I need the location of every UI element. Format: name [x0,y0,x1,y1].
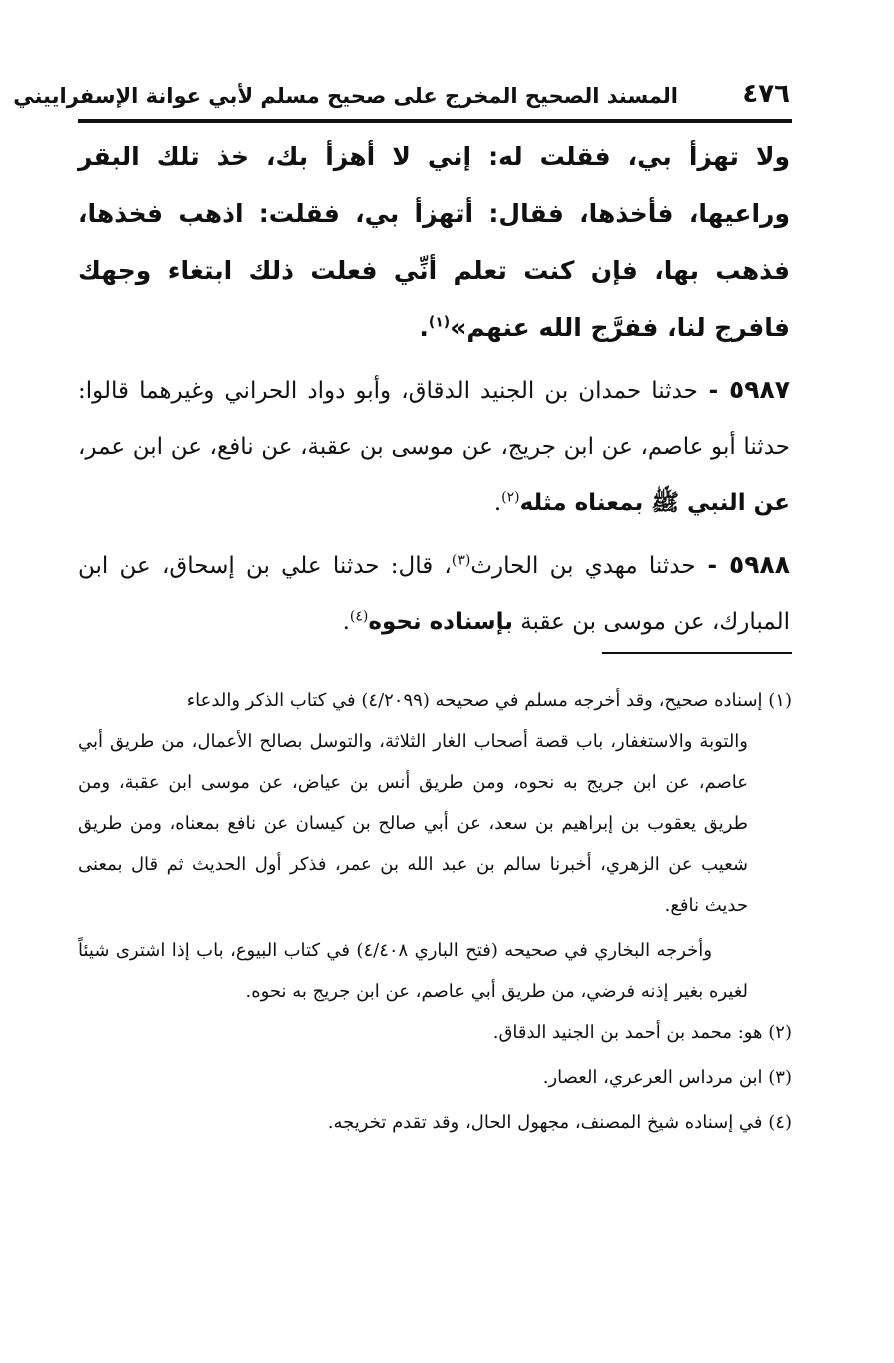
footnote-1-continuation: والتوبة والاستغفار، باب قصة أصحاب الغار الثلاثة، والتوسل بصالح الأعمال، من طريق أبي عاصم، عن ابن جريج به نحوه، ومن طريق أنس بن عياض، عن موسى ابن عقبة، ومن طريق يعقوب بن إبراهيم بن سعد، عن أبي صالح بن كيسان عن نافع بمعناه، ومن طريق شعيب عن الزهري، أخبرنا سالم بن عبد الله بن عمر، فذكر أول الحديث ثم قال بمعنى حديث نافع. [78,731,748,916]
hadith-number-5988: ٥٩٨٨ [728,550,791,579]
hadith-5988-bold: بإسناده نحوه [368,609,513,635]
hadith-continuation [78,128,790,356]
hadith-5987 [78,362,790,531]
footnote-2: (٢) هو: محمد بن أحمد بن الجنيد الدقاق. [492,1022,792,1043]
footnote-1-line-1 [78,680,792,721]
main-text [78,128,790,650]
hadith-dash: - [695,553,729,579]
hadith-5987-text: حدثنا حمدان بن الجنيد الدقاق، وأبو دواد الحراني وغيرهما قالوا: حدثنا أبو عاصم، عن ابن جريج، عن موسى بن عقبة، عن نافع، عن ابن عمر، [78,378,790,460]
hadith-5988 [78,537,790,650]
hadith-5987-bold: عن النبي ﷺ بمعناه مثله [519,490,790,516]
hadith-5988-text-2: ، قال: حدثنا علي بن إسحاق، عن ابن المبارك، عن موسى بن عقبة [78,553,790,635]
page-number: ٤٧٦ [742,79,790,109]
footnote-1-text: إسناده صحيح، وقد أخرجه مسلم في صحيحه (٤/٢٠٩٩) في كتاب الذكر والدعاء [186,690,763,711]
hadith-number-5987: ٥٩٨٧ [728,375,790,404]
header-divider [78,119,792,123]
hadith-dash: - [697,378,729,404]
footnote-3: (٣) ابن مرداس العرعري، العصار. [542,1067,792,1088]
hadith-5988-end: . [342,609,350,635]
footnote-4: (٤) في إسناده شيخ المصنف، مجهول الحال، وقد تقدم تخريجه. [327,1112,792,1133]
running-title: المسند الصحيح المخرج على صحيح مسلم لأبي عوانة الإسفراييني [13,84,678,108]
footnote-1-label: (١) [768,690,792,711]
hadith-5988-text-1: حدثنا مهدي بن الحارث [470,553,696,579]
footnote-divider [602,652,792,654]
hadith-5987-end: . [493,490,502,516]
continuation-end: . [419,313,429,342]
page-header [13,72,790,116]
footnotes [78,680,792,1143]
footnote-ref-2: (٢) [501,489,520,506]
footnote-1-paragraph-2: وأخرجه البخاري في صحيحه (فتح الباري ٤/٤٠٨) في كتاب البيوع، باب إذا اشترى شيئاً لغيره بغير إذنه فرضي، من طريق أبي عاصم، عن ابن جريج به نحوه. [78,940,748,1002]
continuation-text: ولا تهزأ بي، فقلت له: إني لا أهزأ بك، خذ تلك البقر وراعيها، فأخذها، فقال: أتهزأ بي، فقلت: اذهب فخذها، فذهب بها، فإن كنت تعلم أنِّي فعلت ذلك ابتغاء وجهك فافرج لنا، ففرَّج الله عنهم» [78,142,790,342]
footnote-ref-3: (٣) [451,552,471,569]
footnote-ref-1: (١) [428,314,451,331]
footnote-ref-4: (٤) [349,608,369,625]
